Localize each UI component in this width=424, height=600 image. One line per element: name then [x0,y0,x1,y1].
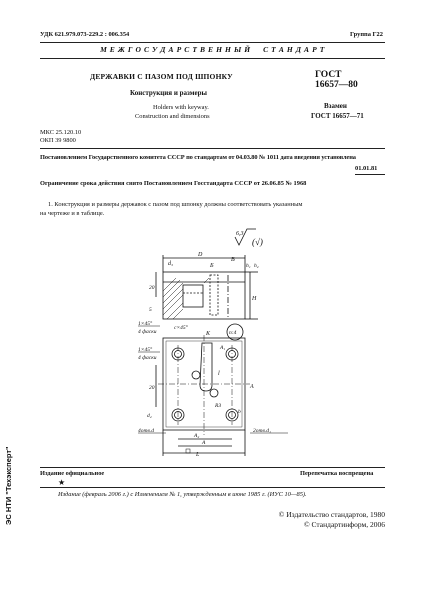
copyright-2: © Стандартинформ, 2006 [303,520,385,529]
chamfer-note-2: 1×45° [138,347,153,353]
label-d3: d₃ [168,261,174,267]
roughness-mark [235,229,263,247]
chamfer-note-1: 1×45° [138,321,153,327]
label-L: L [196,452,200,457]
holes-note-4: 4отв.d [138,428,154,434]
official-edition: Издание официальное [40,470,105,477]
decree-line: Постановлением Государственного комитета СССР по стандартам от 04.03.80 № 1011 дата введения установлена [40,154,356,161]
label-K: К [206,331,210,337]
banner-rule [40,58,385,59]
clause-1-line-2: на чертеже и в таблице. [40,210,105,217]
codes-rule [40,148,385,149]
label-A: А [250,384,254,390]
date-underline [355,174,385,175]
label-h2: h₂ [254,263,259,269]
label-d4: d₄ [147,413,152,419]
label-20: 20 [149,285,155,291]
label-V: В [231,257,235,263]
label-A1: А₁ [220,345,226,351]
label-A-width: А [202,440,206,446]
document-title: ДЕРЖАВКИ С ПАЗОМ ПОД ШПОНКУ [90,72,233,81]
footer-rule [40,467,385,468]
plan-view [147,335,254,435]
document-subtitle: Конструкция и размеры [130,89,207,97]
top-view [149,252,259,319]
okp-code: ОКП 39 9800 [40,137,76,144]
label-R3: R3 [215,403,222,409]
limit-removed-line: Ограничение срока действия снято Постановлением Госстандарта СССР от 26.06.85 № 1968 [40,180,307,187]
label-H: H [252,296,257,302]
label-5: 5 [149,307,152,313]
effective-date: 01.01.81 [355,165,378,172]
mks-code: МКС 25.120.10 [40,129,82,136]
replaces-label: Взамен [324,102,347,110]
holes-note-2: 2отв.d₁ [253,428,271,434]
label-20b: 20 [149,385,155,391]
english-title-2: Construction and dimensions [135,113,210,120]
label-c45: c×45° [174,325,188,331]
label-B: Б [210,263,214,269]
header-rule [40,42,385,43]
standard-banner: М Е Ж Г О С У Д А Р С Т В Е Н Н Ы Й С Т А Н Д А Р Т [100,45,325,54]
group-code: Группа Г22 [350,31,383,38]
roughness-value: 6,3 [236,231,244,237]
label-l: l [218,371,220,377]
label-A2: А₂ [194,433,200,439]
reprint-forbidden: Перепечатка воспрещена [300,470,374,477]
replaces-number: ГОСТ 16657—71 [311,112,364,120]
gost-label: ГОСТ [315,70,342,80]
chamfer-note-1b: 4 фаски [138,329,157,335]
copyright-1: © Издательство стандартов, 1980 [278,510,385,519]
label-n4: n:4 [229,330,237,336]
holder-technical-drawing [138,225,290,457]
english-title-1: Holders with keyway. [153,104,209,111]
gost-number: 16657—80 [315,80,358,90]
footer-rule-2 [40,487,385,488]
udk-code: УДК 621.979.073-229.2 : 006.354 [40,31,130,38]
techexpert-side-mark: ЭС НТИ "Техэксперт" [4,446,13,525]
label-D: D [198,252,203,258]
star-icon: ★ [58,478,66,487]
edition-note: Издание (февраль 2006 г.) с Изменением № 1, утвержденным в июне 1985 г. (ИУС 10—85). [58,491,307,498]
label-h1: h₁ [246,263,251,269]
svg-text:(√): (√) [252,237,263,247]
clause-1-line-1: 1. Конструкция и размеры державок с пазом под шпонку должны соответствовать указанным [48,201,303,208]
label-b: b [238,409,241,415]
chamfer-note-2b: 4 фаски [138,355,157,361]
